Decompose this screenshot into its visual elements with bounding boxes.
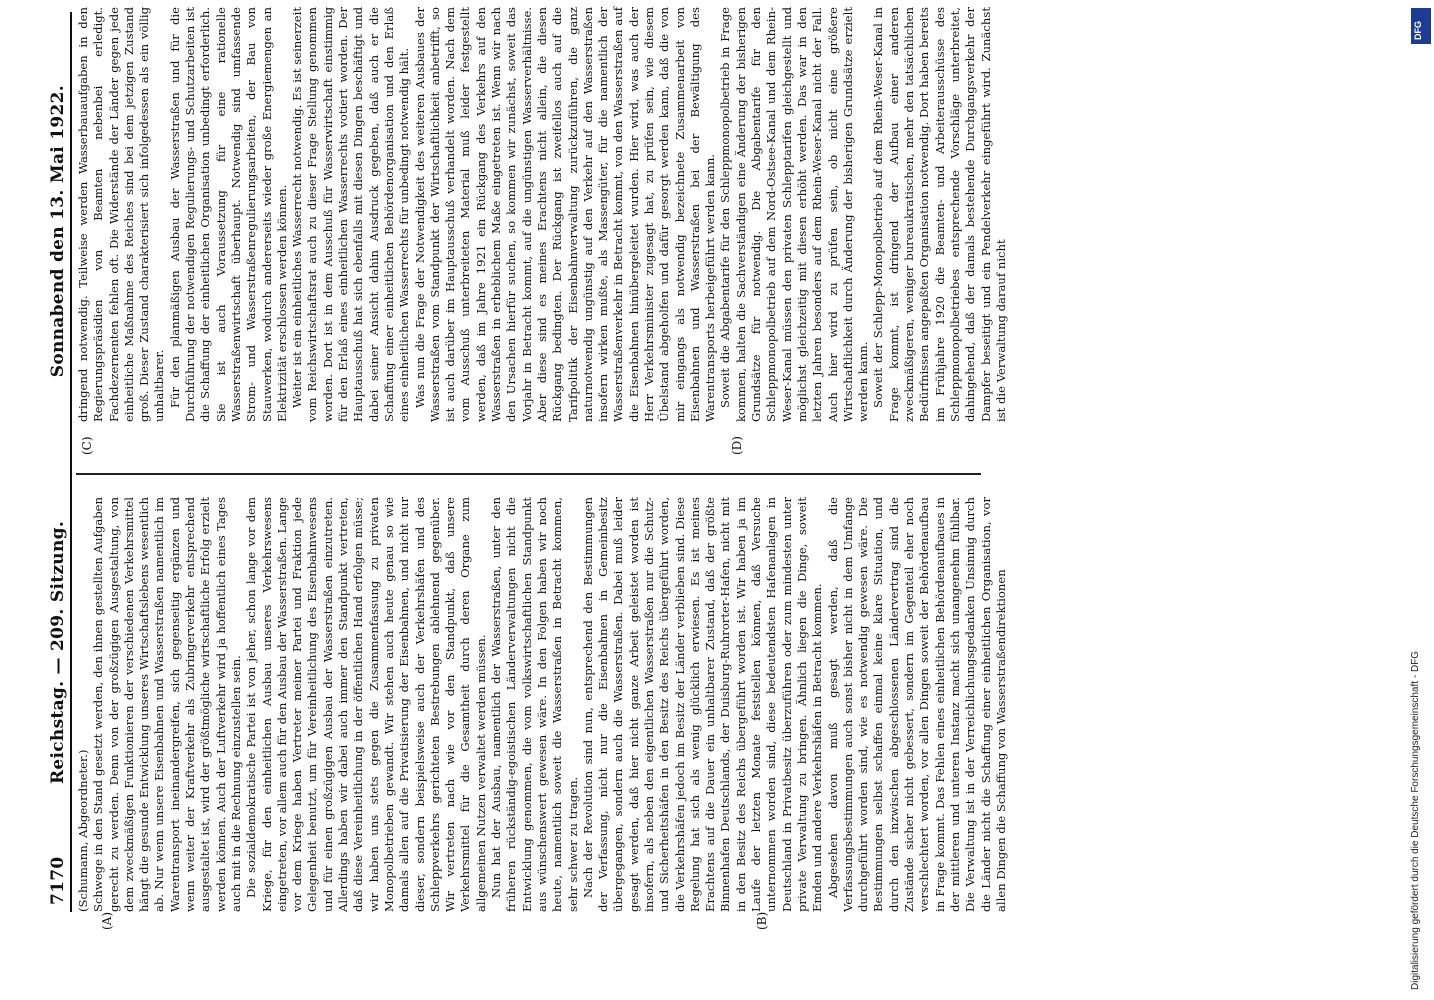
paragraph: Nun hat der Ausbau, namentlich der Wasserstraßen, unter den früheren rückständig-egoistischen Länderverwaltungen nicht die Entwicklung genommen, die vom volkswirtschaftlichen Standpunkt aus wünschenswert gewesen wäre. In den Folgen haben wir noch heute, namentlich soweit die Wasserstraßen in Betracht kommen, sehr schwer zu tragen. bbox=[489, 497, 580, 912]
column-divider bbox=[76, 473, 981, 475]
left-column bbox=[76, 497, 1008, 912]
header-rule bbox=[70, 12, 72, 912]
paragraph: Die sozialdemokratische Partei ist von jeher, schon lange vor dem Kriege, für den einheitlichen Ausbau unseres Verkehrswesens eingetreten, vor allem auch für den Ausbau der Wasserstraßen. Lange vor dem Kriege haben Vertreter meiner Partei und Fraktion jede Gelegenheit benutzt, um für Vereinheitlichung des Eisenbahnwesens und für einen großzügigen Ausbau der Wasserstraßen einzutreten. Allerdings haben wir dabei auch immer den Standpunkt vertreten, daß diese Vereinheitlichung in der öffentlichen Hand erfolgen müsse; wir haben uns stets gegen die Zusammenfassung zu privaten Monopolbetrieben gewandt. Wir stehen auch heute genau so wie damals allen auf die Privatisierung der Eisenbahnen, und nicht nur dieser, sondern beispielsweise auch der Verkehrshäfen und des Schleppverkehrs gerichteten Bestrebungen ablehnend gegenüber. Wir vertreten nach wie vor den Standpunkt, daß unsere Verkehrsmittel für die Gesamtheit durch deren Organe zum allgemeinen Nutzen verwaltet werden müssen. bbox=[244, 497, 488, 912]
right-column bbox=[76, 7, 1008, 422]
paragraph: Für den planmäßigen Ausbau der Wasserstraßen und für die Durchführung der notwendigen Regulierungs- und Schutzarbeiten ist die Schaffung der einheitlichen Organisation unbedingt erforderlich. Sie ist auch Voraussetzung für eine rationelle Wasserstraßenwirtschaft überhaupt. Notwendig sind umfassende Strom- und Wasserstraßenregulierungsarbeiten, der Bau von Stauwerken, wodurch andererseits wieder große Energiemengen an Elektrizität erschlossen werden können. bbox=[167, 7, 289, 422]
margin-mark-d: (D) bbox=[730, 436, 744, 455]
margin-mark-b: (B) bbox=[755, 911, 769, 930]
paragraph: Schwege in den Stand gesetzt werden, den ihnen gestellten Aufgaben gerecht zu werden. Denn von der großzügigen Ausgestaltung, von dem zweckmäßigen Funktionieren der verschiedenen Verkehrsmittel hängt die gesunde Entwicklung unseres Wirtschaftslebens wesentlich ab. Nur wenn unsere Eisenbahnen und Wasserstraßen namentlich im Warentransport ineinandergreifen, sich gegenseitig ergänzen und wenn weiter der Kraftverkehr als Zubringerverkehr entsprechend ausgestaltet ist, wird der größtmögliche wirtschaftliche Erfolg erzielt werden können. Auch der Luftverkehr wird ja hoffentlich eines Tages auch mit in die Rechnung einzustellen sein. bbox=[91, 497, 243, 912]
paragraph: Abgesehen davon muß gesagt werden, daß die Verfassungsbestimmungen auch sonst bisher nicht in dem Umfange durchgeführt worden sind, wie es notwendig gewesen wäre. Die Bestimmungen selbst schaffen einmal keine klare Situation, und durch den inzwischen abgeschlossenen Ländervertrag sind die Zustände sicher nicht gebessert, sondern im Gegenteil eher noch verschlechtert worden, vor allen Dingen soweit der Behördenaufbau in Frage kommt. Das Fehlen eines einheitlichen Behördenaufbaues in der mittleren und unteren Instanz macht sich unangenehm fühlbar. Die Verwaltung ist in der Verreichlichungsgedanken Unsinnig durch die Länder nicht die Schaffung einer einheitlichen Organisation, vor allen Dingen die Schaffung von Wasserstraßendirektionen bbox=[825, 497, 1008, 912]
margin-mark-c: (C) bbox=[80, 436, 94, 455]
page-number: 7170 bbox=[48, 856, 68, 905]
digitization-strip bbox=[1406, 0, 1434, 1000]
paragraph: Nach der Revolution sind nun, entsprechend den Bestimmungen der Verfassung, nicht nur die Eisenbahnen in Gemeinbesitz übergegangen, sondern auch die Wasserstraßen. Dabei muß leider gesagt werden, daß hier nicht ganze Arbeit geleistet worden ist insofern, als neben den eigentlichen Wasserstraßen nur die Schutz- und Sicherheitshäfen in den Besitz des Reichs übergeführt worden, die Verkehrshäfen jedoch im Besitz der Länder verblieben sind. Diese Regelung hat sich als wenig glücklich erwiesen. Es ist meines Erachtens auf die Dauer ein unhaltbarer Zustand, daß der größte Binnenhafen Deutschlands, der Duisburg-Ruhrorter-Hafen, nicht mit in den Besitz des Reichs übergeführt worden ist. Wir haben ja im Laufe der letzten Monate feststellen können, daß Versuche unternommen worden sind, diese bedeutendsten Hafenanlagen in Deutschland in Privatbesitz überzuführen oder zum mindesten unter private Verwaltung zu bringen. Ähnlich liegen die Dinge, soweit Emden und andere Verkehrshäfen in Betracht kommen. bbox=[580, 497, 825, 912]
paragraph: Soweit die Abgabentarife für den Schleppmonopolbetrieb in Frage kommen, halten die Sachverständigen eine Änderung der bisherigen Grundsätze für notwendig. Die Abgabentarife für den Schleppmonopolbetrieb auf dem Nord-Ostsee-Kanal und dem Rhein-Weser-Kanal müssen den privaten Schlepptarifen gleichgestellt und möglichst gleichzeitig mit diesen erhöht werden. Das war in den letzten Jahren besonders auf dem Rhein-Weser-Kanal nicht der Fall. Auch hier wird zu prüfen sein, ob nicht eine größere Wirtschaftlichkeit durch Änderung der bisherigen Grundsätze erzielt werden kann. bbox=[718, 7, 871, 422]
paragraph: Soweit der Schlepp-Monopolbetrieb auf dem Rhein-Weser-Kanal in Frage kommt, ist dringend der Aufbau einer anderen zweckmäßigeren, weniger bureaukratischen, mehr den tatsächlichen Bedürfnissen angepaßten Organisation notwendig. Dort haben bereits im Frühjahre 1920 die Beamten- und Arbeiterausschüsse des Schleppmonopolbetriebes entsprechende Vorschläge unterbreitet, dahingehend, daß der damals bestehende Durchgangsverkehr der Dampfer beseitigt und ein Pendelverkehr eingeführt wird. Zunächst ist die Verwaltung darauf nicht bbox=[871, 7, 1008, 422]
dfg-logo: DFG bbox=[1411, 8, 1431, 44]
paragraph: Was nun die Frage der Notwendigkeit des weiteren Ausbaues der Wasserstraßen vom Standpunkt der Wirtschaftlichkeit anbetrifft, so ist auch darüber im Hauptausschuß verhandelt worden. Nach dem vom Ausschuß unterbreiteten Material muß leider festgestellt werden, daß im Jahre 1921 ein Rückgang des Verkehrs auf den Wasserstraßen in erheblichem Maße eingetreten ist. Wenn wir nach den Ursachen hierfür suchen, so kommen wir zunächst, soweit das Vorjahr in Betracht kommt, auf die ungünstigen Wasserverhältnisse. Aber diese sind es meines Erachtens nicht allein, die diesen Rückgang bedingten. Der Rückgang ist zweifellos auch auf die Tarifpolitik der Eisenbahnverwaltung zurückzuführen, die ganz naturnotwendig ungünstig auf den Verkehr auf den Wasserstraßen insofern wirken mußte, als Massengüter, für die namentlich der Wasserstraßenverkehr in Betracht kommt, von den Wasserstraßen auf die Eisenbahnen hinübergeleitet wurden. Hier wird, was auch der Herr Verkehrsminister zugesagt hat, zu prüfen sein, wie diesem Übelstand abgeholfen und dafür gesorgt werden kann, daß die von mir eingangs als notwendig bezeichnete Zusammenarbeit von Eisenbahnen und Wasserstraßen bei der Bewältigung des Warentransports herbeigeführt werden kann. bbox=[412, 7, 718, 422]
digitization-note: Digitalisierung gefördert durch die Deutsche Forschungsgemeinschaft - DFG bbox=[1410, 650, 1421, 990]
speaker-note: (Schumann, Abgeordneter.) bbox=[76, 749, 90, 912]
paragraph: Weiter ist ein einheitliches Wasserrecht notwendig. Es ist seinerzeit vom Reichswirtschaftsrat auch zu dieser Frage Stellung genommen worden. Dort ist in dem Ausschuß für Wasserwirtschaft einstimmig für den Erlaß eines einheitlichen Wasserrechts votiert worden. Der Hauptausschuß hat sich ebenfalls mit diesen Dingen beschäftigt und dabei seiner Ansicht dahin Ausdruck gegeben, daß auch er die Schaffung einer einheitlichen Behördenorganisation und den Erlaß eines einheitlichen Wasserrechts für unbedingt notwendig hält. bbox=[290, 7, 412, 422]
header-left bbox=[48, 521, 68, 905]
paragraph: dringend notwendig. Teilweise werden Wasserbauaufgaben in den Regierungspräsidien von Beamten nebenbei erledigt. Fachdezernenten fehlen oft. Die Widerstände der Länder gegen jede einheitliche Maßnahme des Reiches sind bei dem jetzigen Zustand groß. Dieser Zustand charakterisiert sich infolgedessen als ein völlig unhaltbarer. bbox=[76, 7, 167, 422]
margin-mark-a: (A) bbox=[100, 911, 114, 930]
header-left-title: Reichstag. — 209. Sitzung. bbox=[48, 520, 68, 785]
header-right-title: Sonnabend den 13. Mai 1922. bbox=[48, 85, 68, 378]
